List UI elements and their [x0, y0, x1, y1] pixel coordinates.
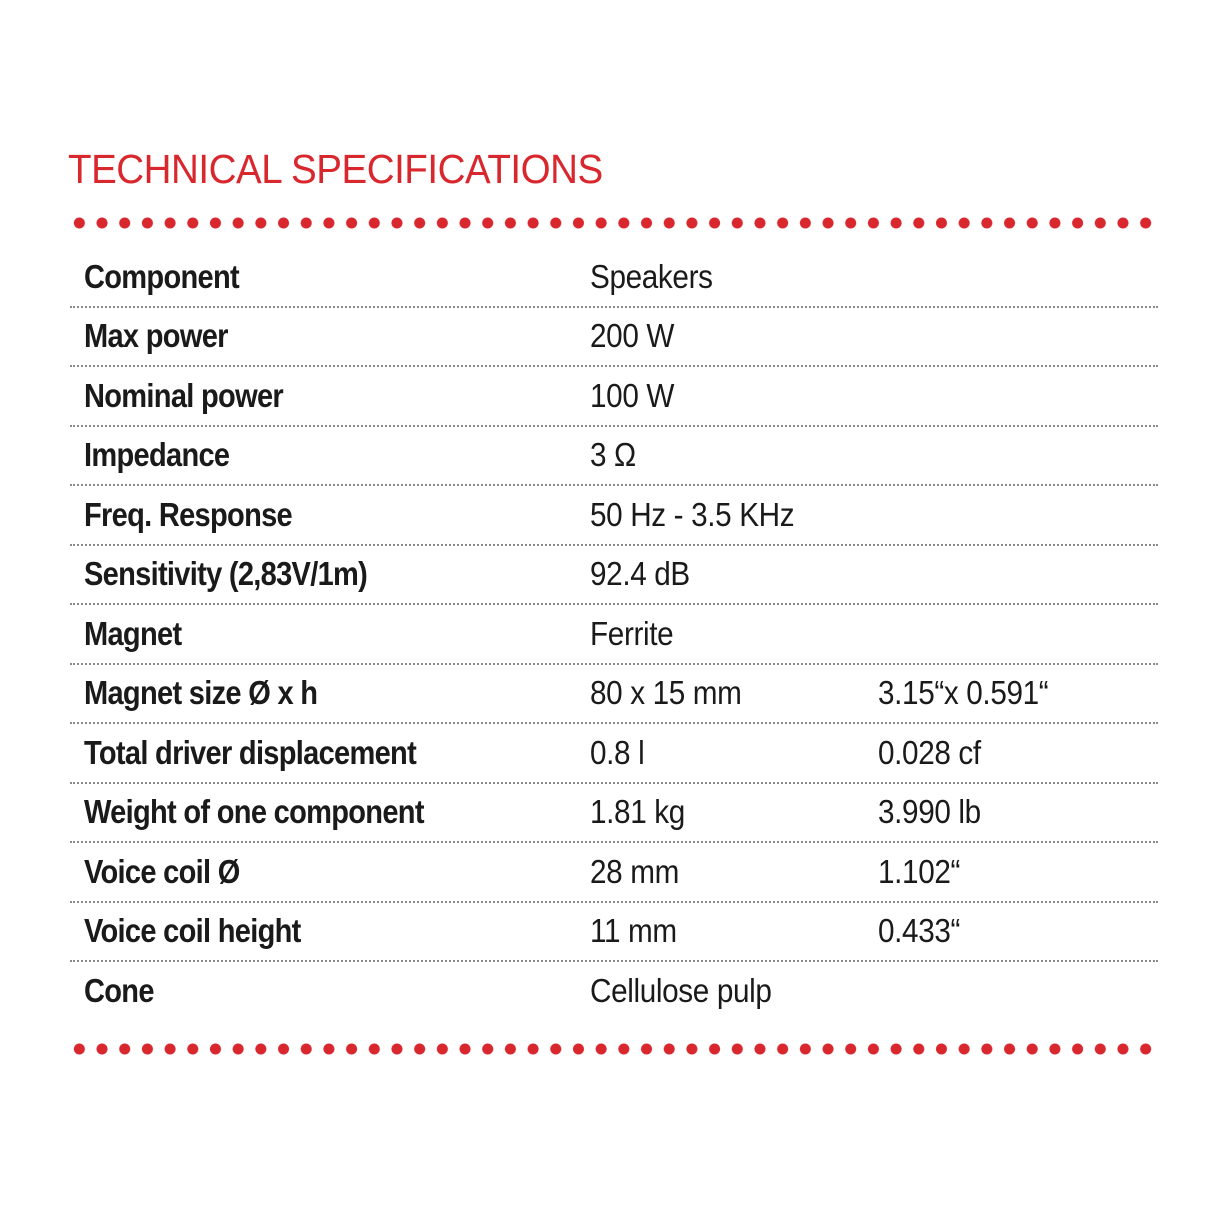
spec-value: 0.8 l: [590, 733, 645, 771]
top-dotted-divider: [68, 216, 1158, 230]
spec-row: [70, 843, 1158, 903]
spec-imperial-value: 3.15“x 0.591“: [878, 674, 1049, 712]
spec-row: [70, 724, 1158, 784]
spec-label: Voice coil height: [84, 912, 301, 950]
bottom-dotted-divider: [68, 1042, 1158, 1056]
spec-value: Ferrite: [590, 614, 674, 652]
spec-imperial-value: 3.990 lb: [878, 793, 981, 831]
spec-label: Total driver displacement: [84, 733, 417, 771]
spec-value: 3 Ω: [590, 436, 636, 474]
spec-row: [70, 546, 1158, 606]
spec-label: Freq. Response: [84, 495, 293, 533]
spec-imperial-value: 0.433“: [878, 912, 961, 950]
specifications-table: [70, 248, 1158, 1022]
spec-row: [70, 308, 1158, 368]
spec-label: Voice coil Ø: [84, 852, 240, 890]
spec-label: Weight of one component: [84, 793, 424, 831]
spec-row: [70, 248, 1158, 308]
spec-value: 80 x 15 mm: [590, 674, 742, 712]
spec-value: 1.81 kg: [590, 793, 685, 831]
spec-label: Sensitivity (2,83V/1m): [84, 555, 368, 593]
spec-value: 200 W: [590, 317, 675, 355]
spec-value: Speakers: [590, 257, 713, 295]
spec-row: [70, 427, 1158, 487]
spec-row: [70, 605, 1158, 665]
spec-value: 92.4 dB: [590, 555, 690, 593]
spec-row: [70, 665, 1158, 725]
spec-label: Impedance: [84, 436, 230, 474]
spec-value: 50 Hz - 3.5 KHz: [590, 495, 795, 533]
spec-imperial-value: 1.102“: [878, 852, 961, 890]
spec-value: 11 mm: [590, 912, 677, 950]
spec-label: Cone: [84, 971, 154, 1009]
spec-value: 100 W: [590, 376, 675, 414]
spec-label: Magnet size Ø x h: [84, 674, 318, 712]
spec-value: 28 mm: [590, 852, 679, 890]
spec-row: [70, 367, 1158, 427]
spec-row: [70, 962, 1158, 1022]
section-title: TECHNICAL SPECIFICATIONS: [68, 146, 603, 192]
spec-value: Cellulose pulp: [590, 971, 772, 1009]
spec-label: Max power: [84, 317, 228, 355]
spec-label: Component: [84, 257, 239, 295]
spec-label: Nominal power: [84, 376, 284, 414]
spec-row: [70, 486, 1158, 546]
spec-row: [70, 784, 1158, 844]
spec-row: [70, 903, 1158, 963]
spec-label: Magnet: [84, 614, 182, 652]
spec-imperial-value: 0.028 cf: [878, 733, 981, 771]
